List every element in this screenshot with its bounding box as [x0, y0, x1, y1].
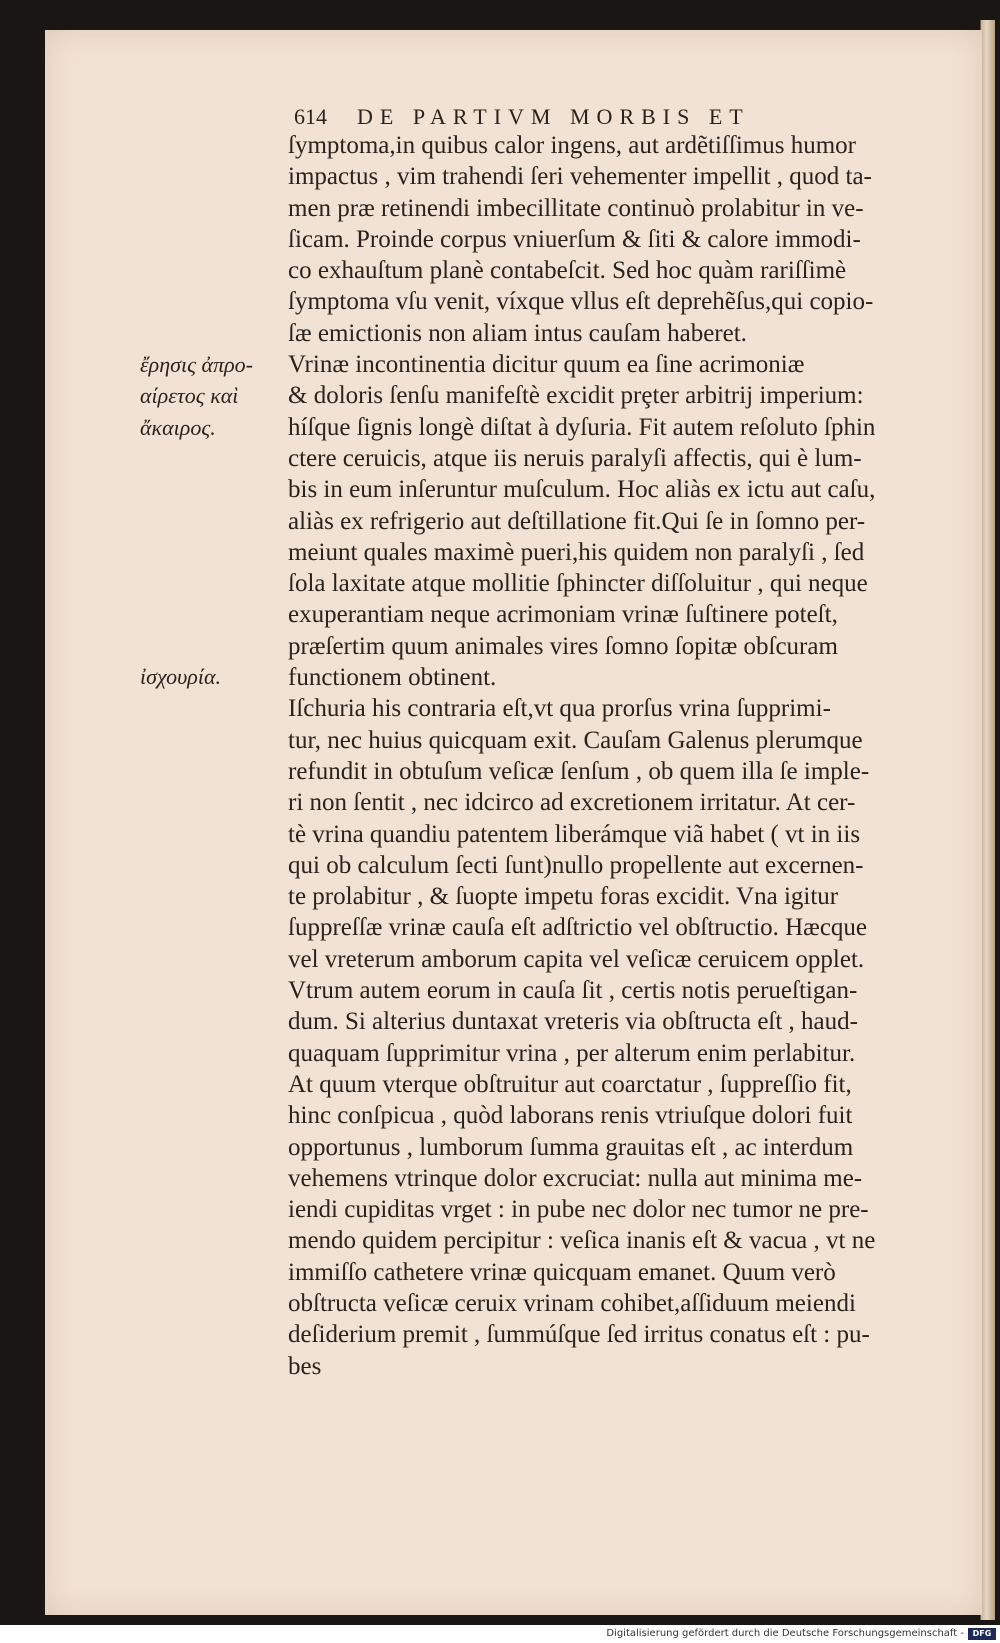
text-line: ctere ceruicis, atque iis neruis paralyſi affectis, qui è lum-	[288, 444, 862, 472]
digitization-credit: Digitalisierung gefördert durch die Deutsche Forschungsgemeinschaft -	[606, 1628, 964, 1639]
text-line: Iſchuria his contraria eſt,vt qua prorſus vrina ſupprimi-	[288, 695, 831, 723]
text-line: aliàs ex refrigerio aut deſtillatione fit.Qui ſe in ſomno per-	[288, 507, 866, 535]
text-line: vel vreterum amborum capita vel veſicæ ceruicem opplet.	[288, 945, 865, 973]
text-line: & doloris ſenſu manifeſtè excidit prȩter arbitrij imperium:	[288, 382, 864, 410]
text-line: ſola laxitate atque mollitie ſphincter diſſoluitur , qui neque	[288, 570, 868, 598]
text-line: Vrinæ incontinentia dicitur quum ea ſine acrimoniæ	[288, 351, 805, 379]
text-line: tur, nec huius quicquam exit. Cauſam Galenus plerumque	[288, 726, 863, 754]
text-line: ſæ emictionis non aliam intus cauſam haberet.	[288, 319, 747, 347]
text-line: impactus , vim trahendi ſeri vehementer impellit , quod ta-	[288, 163, 872, 191]
text-line: iendi cupiditas vrget : in pube nec dolor nec tumor ne pre-	[288, 1196, 869, 1224]
text-line: ſymptoma vſu venit, víxque vllus eſt deprehẽſus,qui copio-	[288, 288, 874, 316]
text-line: ſuppreſſæ vrinæ cauſa eſt adſtrictio vel obſtructio. Hæcque	[288, 914, 868, 942]
marginal-note-ischuria	[140, 661, 290, 692]
running-head-title: DE PARTIVM MORBIS ET	[357, 104, 750, 129]
text-line: co exhauſtum planè contabeſcit. Sed hoc quàm rariſſimè	[288, 257, 847, 285]
text-line: quaquam ſupprimitur vrina , per alterum enim perlabitur.	[288, 1039, 856, 1067]
text-line: híſque ſignis longè diſtat à dyſuria. Fit autem reſoluto ſphin	[288, 413, 876, 441]
text-line: bes	[288, 1352, 322, 1380]
marginal-note-line: αίρετος καὶ	[140, 383, 239, 409]
text-line: immiſſo cathetere vrinæ quicquam emanet. Quum verò	[288, 1258, 836, 1286]
body-text	[288, 130, 938, 1382]
text-line: At quum vterque obſtruitur aut coarctatur , ſuppreſſio fit,	[288, 1070, 852, 1098]
text-line: qui ob calculum ſecti ſunt)nullo propellente aut excernen-	[288, 851, 864, 879]
book-edge	[980, 20, 995, 1620]
text-line: dum. Si alterius duntaxat vreteris via obſtructa eſt , haud-	[288, 1008, 858, 1036]
text-line: hinc conſpicua , quòd laborans renis vtriuſque dolori fuit	[288, 1102, 853, 1130]
text-line: ſymptoma,in quibus calor ingens, aut ardẽtiſſimus humor	[288, 132, 856, 159]
marginal-note-line: ἄκαιρος.	[140, 414, 216, 440]
text-line: ſicam. Proinde corpus vniuerſum & ſiti & calore immodi-	[288, 225, 861, 253]
text-line: deſiderium premit , ſummúſque ſed irritus conatus eſt : pu-	[288, 1321, 870, 1349]
text-line: te prolabitur , & ſuopte impetu foras excidit. Vna igitur	[288, 883, 839, 911]
text-line: præſertim quum animales vires ſomno ſopitæ obſcuram	[288, 632, 838, 660]
text-line: functionem obtinent.	[288, 664, 497, 692]
dfg-logo-icon: DFG	[968, 1628, 996, 1640]
text-line: meiunt quales maximè pueri,his quidem non paralyſi , ſed	[288, 538, 865, 566]
text-line: obſtructa veſicæ ceruix vrinam cohibet,aſſiduum meiendi	[288, 1289, 856, 1317]
text-line: tè vrina quandiu patentem liberámque viã habet ( vt in iis	[288, 820, 861, 848]
page-number: 614	[294, 104, 327, 129]
text-line: Vtrum autem eorum in cauſa ſit , certis notis perueſtigan-	[288, 977, 858, 1005]
text-line: mendo quidem percipitur : veſica inanis eſt & vacua , vt ne	[288, 1227, 876, 1255]
text-line: vehemens vtrinque dolor excruciat: nulla aut minima me-	[288, 1164, 863, 1192]
text-line: exuperantiam neque acrimoniam vrinæ ſuſtinere poteſt,	[288, 601, 838, 629]
text-line: men præ retinendi imbecillitate continuò prolabitur in ve-	[288, 194, 864, 222]
text-line: opportunus , lumborum ſumma grauitas eſt , ac interdum	[288, 1133, 854, 1161]
text-line: refundit in obtuſum veſicæ ſenſum , ob quem illa ſe imple-	[288, 757, 870, 785]
marginal-note-line: ἰσχουρία.	[140, 664, 221, 689]
marginal-note-line: ἔρησις ἀπρο-	[140, 352, 253, 377]
text-line: bis in eum inſeruntur muſculum. Hoc aliàs ex ictu aut caſu,	[288, 476, 876, 504]
marginal-note-enuresis	[140, 349, 290, 443]
text-line: ri non ſentit , nec idcirco ad excretionem irritatur. At cer-	[288, 789, 856, 817]
